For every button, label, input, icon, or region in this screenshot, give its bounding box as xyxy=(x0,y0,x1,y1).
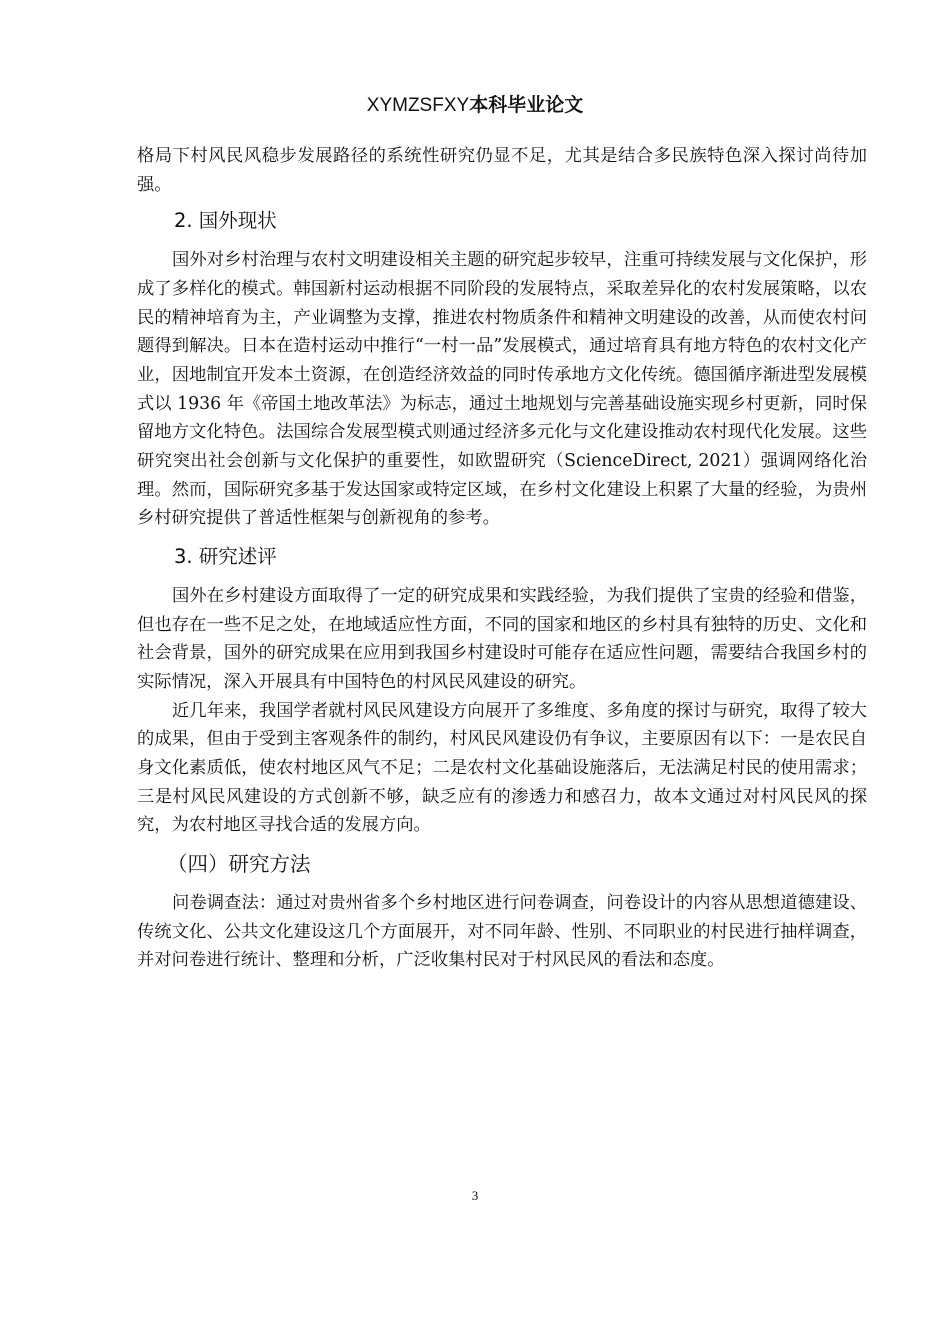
paragraph-review-2: 近几年来，我国学者就村风民风建设方向展开了多维度、多角度的探讨与研究，取得了较大的成果，但由于受到主客观条件的制约，村风民风建设仍有争议，主要原因有以下：一是农民自身文化素质低，使农村地区风气不足；二是农村文化基础设施落后，无法满足村民的使用需求；三是村风民风建设的方式创新不够，缺乏应有的渗透力和感召力，故本文通过对村风民风的探究，为农村地区寻找合适的发展方向。 xyxy=(137,700,867,836)
document-body xyxy=(137,142,867,975)
section-heading-methods: （四）研究方法 xyxy=(167,852,311,877)
page-header xyxy=(0,92,950,119)
section-heading-review: 3. 研究述评 xyxy=(174,545,277,569)
paragraph-review-1: 国外在乡村建设方面取得了一定的研究成果和实践经验，为我们提供了宝贵的经验和借鉴，但也存在一些不足之处，在地域适应性方面，不同的国家和地区的乡村具有独特的历史、文化和社会背景，国外的研究成果在应用到我国乡村建设时可能存在适应性问题，需要结合我国乡村的实际情况，深入开展具有中国特色的村风民风建设的研究。 xyxy=(137,585,867,692)
paragraph-questionnaire-method: 问卷调查法：通过对贵州省多个乡村地区进行问卷调查，问卷设计的内容从思想道德建设、传统文化、公共文化建设这几个方面展开，对不同年龄、性别、不同职业的村民进行抽样调查，并对问卷进行统计、整理和分析，广泛收集村民对于村风民风的看法和态度。 xyxy=(137,892,867,971)
paragraph-continuation: 格局下村风民风稳步发展路径的系统性研究仍显不足，尤其是结合多民族特色深入探讨尚待加强。 xyxy=(137,146,867,195)
header-title: 本科毕业论文 xyxy=(469,94,584,116)
paragraph-foreign-status: 国外对乡村治理与农村文明建设相关主题的研究起步较早，注重可持续发展与文化保护，形成了多样化的模式。韩国新村运动根据不同阶段的发展特点，采取差异化的农村发展策略，以农民的精神培育为主，产业调整为支撑，推进农村物质条件和精神文明建设的改善，从而使农村问题得到解决。日本在造村运动中推行“一村一品”发展模式，通过培育具有地方特色的农村文化产业，因地制宜开发本土资源，在创造经济效益的同时传承地方文化传统。德国循序渐进型发展模式以 1936 年《帝国土地改革法》为标志，通过土地规划与完善基础设施实现乡村更新，同时保留地方文化特色。法国综合发展型模式则通过经济多元化与文化建设推动农村现代化发展。这些研究突出社会创新与文化保护的重要性，如欧盟研究（ScienceDirect, 2021）强调网络化治理。然而，国际研究多基于发达国家或特定区域，在乡村文化建设上积累了大量的经验，为贵州乡村研究提供了普适性框架与创新视角的参考。 xyxy=(137,250,867,529)
page-number: 3 xyxy=(471,1188,479,1203)
section-heading-foreign-status: 2. 国外现状 xyxy=(174,209,277,233)
header-code: XYMZSFXY xyxy=(366,95,470,116)
